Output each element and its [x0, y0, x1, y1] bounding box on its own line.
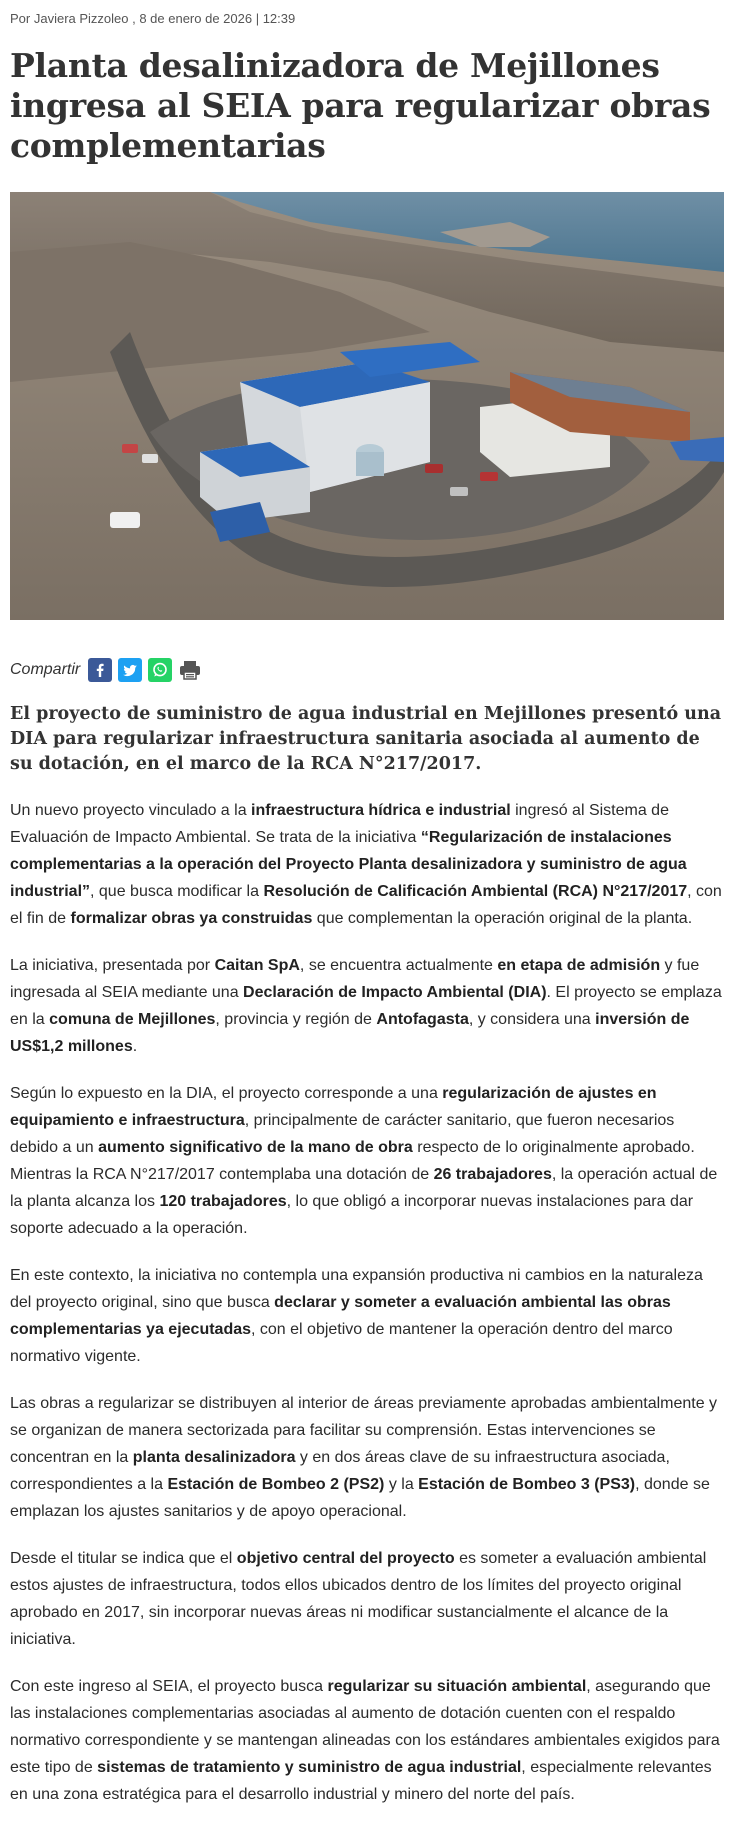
article-paragraph: [10, 1262, 724, 1370]
article-paragraph: [10, 1673, 724, 1808]
bold-text: 26 trabajadores: [433, 1166, 552, 1183]
hero-image: [10, 192, 724, 620]
article-paragraph: [10, 952, 724, 1060]
text-run: , se encuentra actualmente: [299, 957, 498, 974]
bold-text: “Regularización de instalaciones complementarias a la operación del Proyecto Planta desalinizadora y suministro de agua industrial”: [10, 829, 687, 900]
bold-text: en etapa de admisión: [497, 957, 661, 974]
text-run: y en dos áreas clave de su infraestructura asociada, correspondientes a la: [10, 1449, 670, 1493]
text-run: .: [132, 1038, 138, 1055]
text-run: , donde se emplazan los ajustes sanitarios y de apoyo operacional.: [10, 1476, 710, 1520]
print-icon[interactable]: [178, 658, 202, 682]
bold-text: Estación de Bombeo 3 (PS3): [418, 1476, 636, 1493]
bold-text: declarar y someter a evaluación ambiental las obras complementarias ya ejecutadas: [10, 1294, 671, 1338]
article-paragraph: [10, 1080, 724, 1242]
text-run: , lo que obligó a incorporar nuevas instalaciones para dar soporte adecuado a la operación.: [10, 1193, 694, 1237]
text-run: y la: [384, 1476, 419, 1493]
twitter-icon[interactable]: [118, 658, 142, 682]
article-paragraph: [10, 1545, 724, 1653]
text-run: En este contexto, la iniciativa no contempla una expansión productiva ni cambios en la naturaleza del proyecto original, sino que busca: [10, 1267, 703, 1311]
bold-text: Resolución de Calificación Ambiental (RCA) N°217/2017: [263, 883, 688, 900]
share-bar: [10, 654, 724, 686]
text-run: , que busca modificar la: [90, 883, 264, 900]
bold-text: infraestructura hídrica e industrial: [251, 802, 511, 819]
bold-text: 120 trabajadores: [159, 1193, 287, 1210]
text-run: , con el objetivo de mantener la operación dentro del marco normativo vigente.: [10, 1321, 673, 1365]
bold-text: sistemas de tratamiento y suministro de agua industrial: [97, 1759, 522, 1776]
text-run: es someter a evaluación ambiental estos ajustes de infraestructura, todos ellos ubicados dentro de los límites del proyecto original aprobado en 2017, sin incorporar nuevas áreas ni modificar sustancialmente el alcance de la iniciativa.: [10, 1550, 707, 1648]
article-paragraph: [10, 1390, 724, 1525]
article-lead: El proyecto de suministro de agua industrial en Mejillones presentó una DIA para regularizar infraestructura sanitaria asociada al aumento de su dotación, en el marco de la RCA N°217/2017.: [10, 704, 722, 774]
text-run: Desde el titular se indica que el: [10, 1550, 237, 1567]
text-run: , asegurando que las instalaciones complementarias asociadas al aumento de dotación cuenten con el respaldo normativo correspondiente y se mantengan alineadas con los estándares ambientales exigidos para este tipo de: [10, 1678, 720, 1776]
text-run: , con el fin de: [10, 883, 722, 927]
bold-text: formalizar obras ya construidas: [70, 910, 313, 927]
article-body: [10, 797, 724, 1808]
share-label: Compartir: [10, 661, 81, 678]
text-run: , provincia y región de: [215, 1011, 377, 1028]
bold-text: Declaración de Impacto Ambiental (DIA): [243, 984, 547, 1001]
bold-text: comuna de Mejillones: [49, 1011, 216, 1028]
byline: Por Javiera Pizzoleo , 8 de enero de 2026 | 12:39: [10, 11, 296, 26]
text-run: Con este ingreso al SEIA, el proyecto busca: [10, 1678, 328, 1695]
text-run: Un nuevo proyecto vinculado a la: [10, 802, 252, 819]
bold-text: planta desalinizadora: [132, 1449, 296, 1466]
text-run: , y considera una: [468, 1011, 596, 1028]
bold-text: regularizar su situación ambiental: [327, 1678, 587, 1695]
text-run: y fue ingresada al SEIA mediante una: [10, 957, 700, 1001]
whatsapp-icon[interactable]: [148, 658, 172, 682]
bold-text: regularización de ajustes en equipamiento e infraestructura: [10, 1085, 657, 1129]
text-run: ingresó al Sistema de Evaluación de Impacto Ambiental. Se trata de la iniciativa: [10, 802, 669, 846]
text-run: , especialmente relevantes en una zona estratégica para el desarrollo industrial y minero del norte del país.: [10, 1759, 712, 1803]
bold-text: Estación de Bombeo 2 (PS2): [167, 1476, 385, 1493]
text-run: Las obras a regularizar se distribuyen al interior de áreas previamente aprobadas ambientalmente y se organizan de manera sectorizada para facilitar su comprensión. Estas intervenciones se concentran en la: [10, 1395, 718, 1466]
text-run: , la operación actual de la planta alcanza los: [10, 1166, 718, 1210]
bold-text: inversión de US$1,2 millones: [10, 1011, 690, 1055]
article-title: Planta desalinizadora de Mejillones ingresa al SEIA para regularizar obras complementarias: [10, 46, 711, 165]
facebook-icon[interactable]: [88, 658, 112, 682]
text-run: La iniciativa, presentada por: [10, 957, 215, 974]
bold-text: Caitan SpA: [214, 957, 300, 974]
text-run: Según lo expuesto en la DIA, el proyecto corresponde a una: [10, 1085, 443, 1102]
bold-text: aumento significativo de la mano de obra: [98, 1139, 413, 1156]
bold-text: Antofagasta: [376, 1011, 469, 1028]
bold-text: objetivo central del proyecto: [236, 1550, 455, 1567]
text-run: . El proyecto se emplaza en la: [10, 984, 722, 1028]
text-run: que complementan la operación original de la planta.: [312, 910, 693, 927]
text-run: respecto de lo originalmente aprobado. Mientras la RCA N°217/2017 contemplaba una dotación de: [10, 1139, 695, 1183]
text-run: , principalmente de carácter sanitario, que fueron necesarios debido a un: [10, 1112, 675, 1156]
article-paragraph: [10, 797, 724, 932]
